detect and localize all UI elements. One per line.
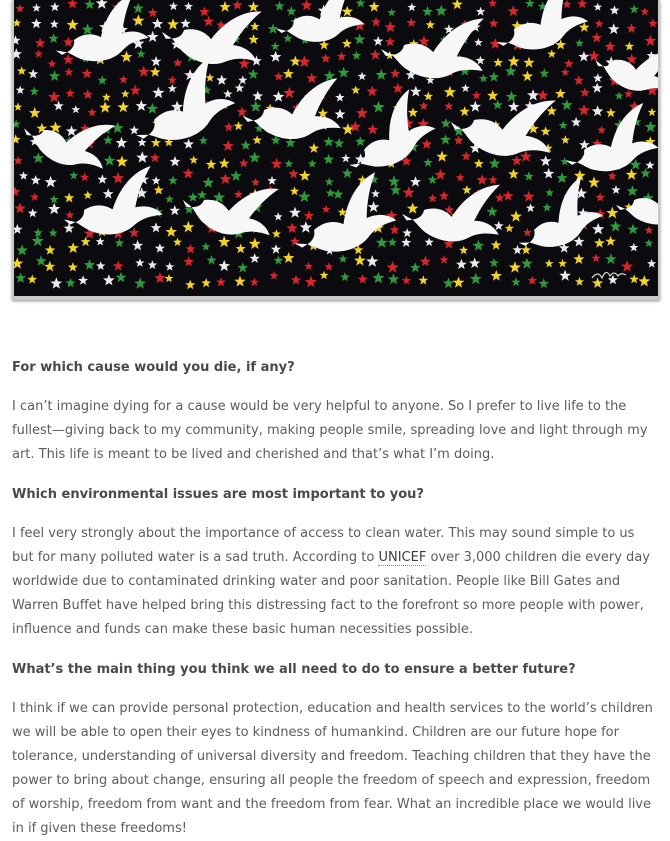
question-heading: For which cause would you die, if any? (12, 360, 295, 375)
answer-text: I feel very strongly about the importance of access to clean water. This may sound simple to us but for many polluted water is a sad truth. According to (12, 526, 635, 565)
unicef-link[interactable]: UNICEF (378, 550, 427, 565)
question-heading: What’s the main thing you think we all need to do to ensure a better future? (12, 662, 576, 677)
question-heading: Which environmental issues are most important to you? (12, 487, 424, 502)
answer-paragraph: I can’t imagine dying for a cause would be very helpful to anyone. So I prefer to live life to the fullest—giving back to my community, making people smile, spreading love and light through my art. This life is meant to be lived and cherished and that’s what I’m doing. (12, 399, 648, 462)
answer-text: over 3,000 children die every day worldwide due to contaminated drinking water and poor sanitation. People like Bill Gates and Warren Buffet have helped bring this distressing fact to the forefront so more people with power, influence and funds can make these basic human necessities possible. (12, 550, 650, 637)
artwork-image (12, 0, 660, 300)
answer-paragraph (12, 522, 660, 642)
answer-paragraph: I think if we can provide personal protection, education and health services to the world’s children we will be able to open their eyes to kindness of humankind. Children are our future hope for tolerance, understanding of universal diversity and freedom. Teaching children that they have the power to bring about change, ensuring all people the freedom of speech and expression, freedom of worship, freedom from want and the freedom from fear. What an incredible place we would live in if given these freedoms! (12, 701, 653, 836)
doves-and-stars-painting (14, 0, 658, 296)
article-body (12, 356, 660, 841)
